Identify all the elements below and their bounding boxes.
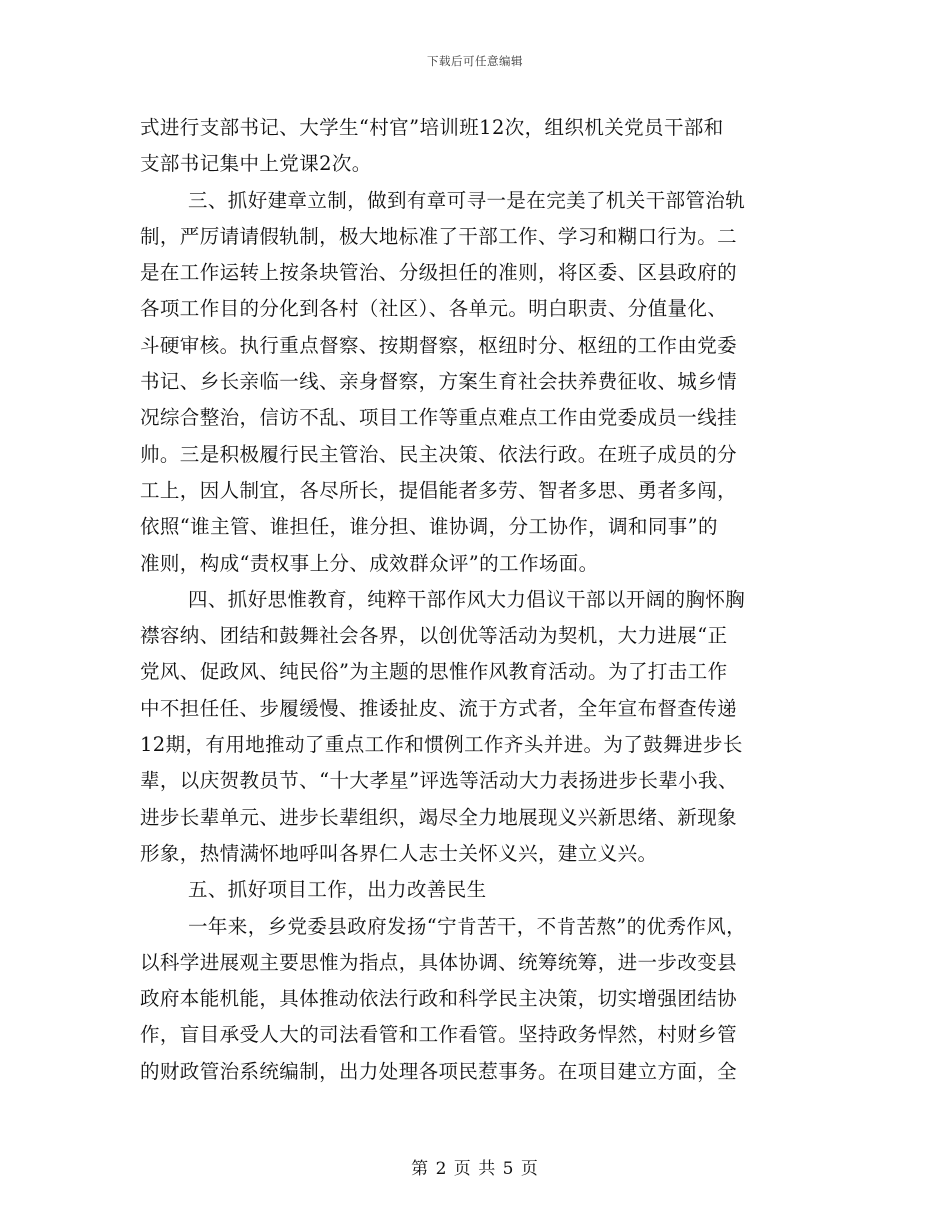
text-line: 是在工作运转上按条块管治、分级担任的准则，将区委、区县政府的 — [140, 261, 738, 285]
text-line: 斗硬审核。执行重点督察、按期督察，枢纽时分、枢纽的工作由党委 — [140, 333, 738, 357]
text-line: 中不担任任、步履缓慢、推诿扯皮、流于方式者，全年宣布督查传递 — [140, 696, 738, 720]
text-line: 党风、促政风、纯民俗”为主题的思惟作风教育活动。为了打击工作 — [140, 660, 728, 684]
text-line: 12期，有用地推动了重点工作和惯例工作齐头并进。为了鼓舞进步长 — [140, 733, 743, 757]
text-line: 进步长辈单元、进步长辈组织，竭尽全力地展现义兴新思绪、新现象 — [140, 805, 738, 829]
paragraph-first-line: 三、抓好建章立制，做到有章可寻一是在完美了机关干部管治轨 — [188, 188, 746, 212]
text-line: 帅。三是积极履行民主管治、民主决策、依法行政。在班子成员的分 — [140, 442, 738, 466]
paragraph-first-line: 五、抓好项目工作，出力改善民生 — [188, 878, 487, 902]
paragraph-first-line: 一年来，乡党委县政府发扬“宁肯苦干，不肯苦熬”的优秀作风， — [188, 914, 747, 938]
text-line: 况综合整治，信访不乱、项目工作等重点难点工作由党委成员一线挂 — [140, 406, 738, 430]
text-line: 准则，构成“责权事上分、成效群众评”的工作场面。 — [140, 551, 599, 575]
text-line: 支部书记集中上党课2次。 — [140, 152, 372, 176]
text-line: 制，严厉请请假轨制，极大地标准了干部工作、学习和糊口行为。二 — [140, 224, 738, 248]
text-line: 作，盲目承受人大的司法看管和工作看管。坚持政务悍然，村财乡管 — [140, 1023, 738, 1047]
paragraph-first-line: 四、抓好思惟教育，纯粹干部作风大力倡议干部以开阔的胸怀胸 — [188, 587, 746, 611]
text-line: 工上，因人制宜，各尽所长，提倡能者多劳、智者多思、勇者多闯， — [140, 478, 738, 502]
text-line: 书记、乡长亲临一线、亲身督察，方案生育社会扶养费征收、城乡情 — [140, 370, 738, 394]
body-text — [140, 110, 814, 1090]
page-header: 下载后可任意编辑 — [427, 54, 523, 68]
text-line: 依照“谁主管、谁担任，谁分担、谁协调，分工协作，调和同事”的 — [140, 515, 718, 539]
text-line: 各项工作目的分化到各村（社区）、各单元。明白职责、分值量化、 — [140, 297, 728, 321]
text-line: 式进行支部书记、大学生“村官”培训班12次，组织机关党员干部和 — [140, 116, 724, 139]
text-line: 形象，热情满怀地呼叫各界仁人志士关怀义兴，建立义兴。 — [140, 841, 658, 865]
text-line: 襟容纳、团结和鼓舞社会各界，以创优等活动为契机，大力进展“正 — [140, 624, 728, 648]
text-line: 政府本能机能，具体推动依法行政和科学民主决策，切实增强团结协 — [140, 987, 738, 1011]
text-line: 以科学进展观主要思惟为指点，具体协调、统筹统筹，进一步改变县 — [140, 950, 738, 974]
text-line: 辈，以庆贺教员节、“十大孝星”评选等活动大力表扬进步长辈小我、 — [140, 769, 738, 793]
page-footer: 第 2 页 共 5 页 — [411, 1159, 539, 1179]
text-line: 的财政管治系统编制，出力处理各项民惹事务。在项目建立方面，全 — [140, 1059, 738, 1083]
